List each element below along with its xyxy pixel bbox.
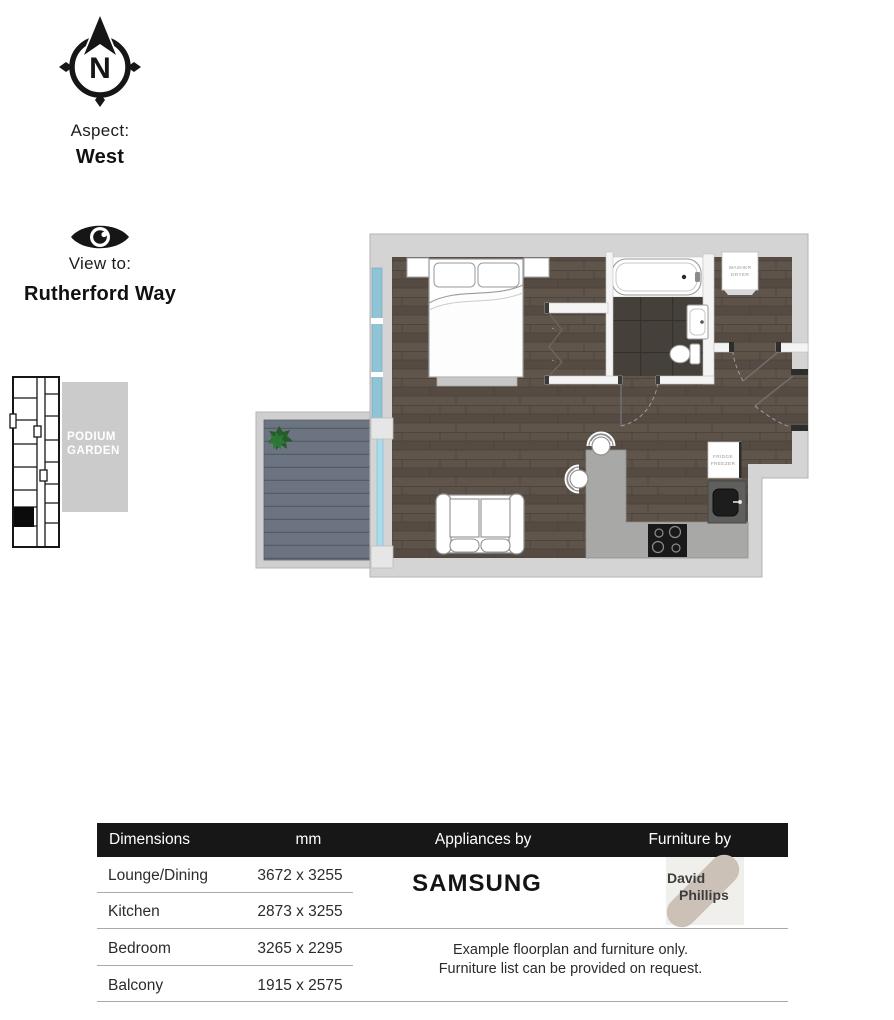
- row-divider: [97, 1001, 788, 1002]
- logo-text-phillips: Phillips: [679, 887, 729, 903]
- row-divider: [97, 965, 353, 966]
- room-size: 2873 x 3255: [257, 903, 343, 920]
- row-divider: [97, 892, 353, 893]
- room-name: Kitchen: [108, 903, 160, 920]
- aspect-label: Aspect:: [70, 121, 130, 140]
- bathtub: [612, 259, 701, 295]
- bedroom-window: [371, 268, 383, 432]
- room-size: 1915 x 2575: [257, 977, 343, 994]
- nightstand: [407, 258, 429, 277]
- fridge-freezer-label-1: FRIDGE: [713, 455, 733, 460]
- note-line-2: Furniture list can be provided on request.: [438, 961, 703, 977]
- header-dimensions: Dimensions: [109, 831, 190, 848]
- room-size: 3265 x 2295: [257, 940, 343, 957]
- podium-garden-label-1: PODIUM: [67, 431, 116, 443]
- bed-bench: [437, 377, 517, 386]
- hob: [648, 524, 687, 557]
- washer-dryer-label-1: WASHER: [728, 266, 752, 271]
- floorplan: [240, 220, 840, 588]
- compass-north-arrow: [84, 16, 116, 55]
- kitchen-sink: [708, 481, 746, 523]
- washer-dryer: [722, 252, 758, 295]
- header-mm: mm: [295, 831, 322, 848]
- site-key-plan: [8, 374, 138, 552]
- logo-text-david: David: [667, 870, 706, 886]
- fridge-freezer-label-2: FREEZER: [710, 462, 736, 467]
- washer-dryer-label-2: DRYER: [730, 273, 750, 278]
- header-furniture-by: Furniture by: [648, 831, 732, 848]
- compass-letter: N: [89, 52, 111, 85]
- highlighted-unit: [14, 507, 34, 527]
- room-size: 3672 x 3255: [257, 867, 343, 884]
- table-header: [97, 823, 788, 857]
- header-appliances-by: Appliances by: [434, 831, 532, 848]
- room-name: Bedroom: [108, 940, 171, 957]
- bathroom-left-wall: [606, 252, 613, 378]
- podium-garden-label-2: GARDEN: [67, 445, 120, 457]
- balcony: [256, 412, 386, 568]
- bathroom-sink: [687, 305, 708, 339]
- david-phillips-logo: [650, 855, 750, 930]
- view-to-label: View to:: [68, 254, 132, 273]
- sofa: [436, 494, 524, 554]
- eye-icon: [70, 221, 130, 253]
- room-name: Lounge/Dining: [108, 867, 208, 884]
- fridge-freezer: [708, 442, 742, 478]
- toilet: [670, 344, 700, 364]
- note-line-1: Example floorplan and furniture only.: [452, 942, 689, 958]
- room-name: Balcony: [108, 977, 164, 994]
- north-compass-icon: [56, 14, 144, 110]
- view-to-value: Rutherford Way: [23, 283, 177, 305]
- aspect-value: West: [75, 146, 125, 168]
- samsung-logo: SAMSUNG: [412, 870, 542, 897]
- nightstand: [524, 258, 549, 277]
